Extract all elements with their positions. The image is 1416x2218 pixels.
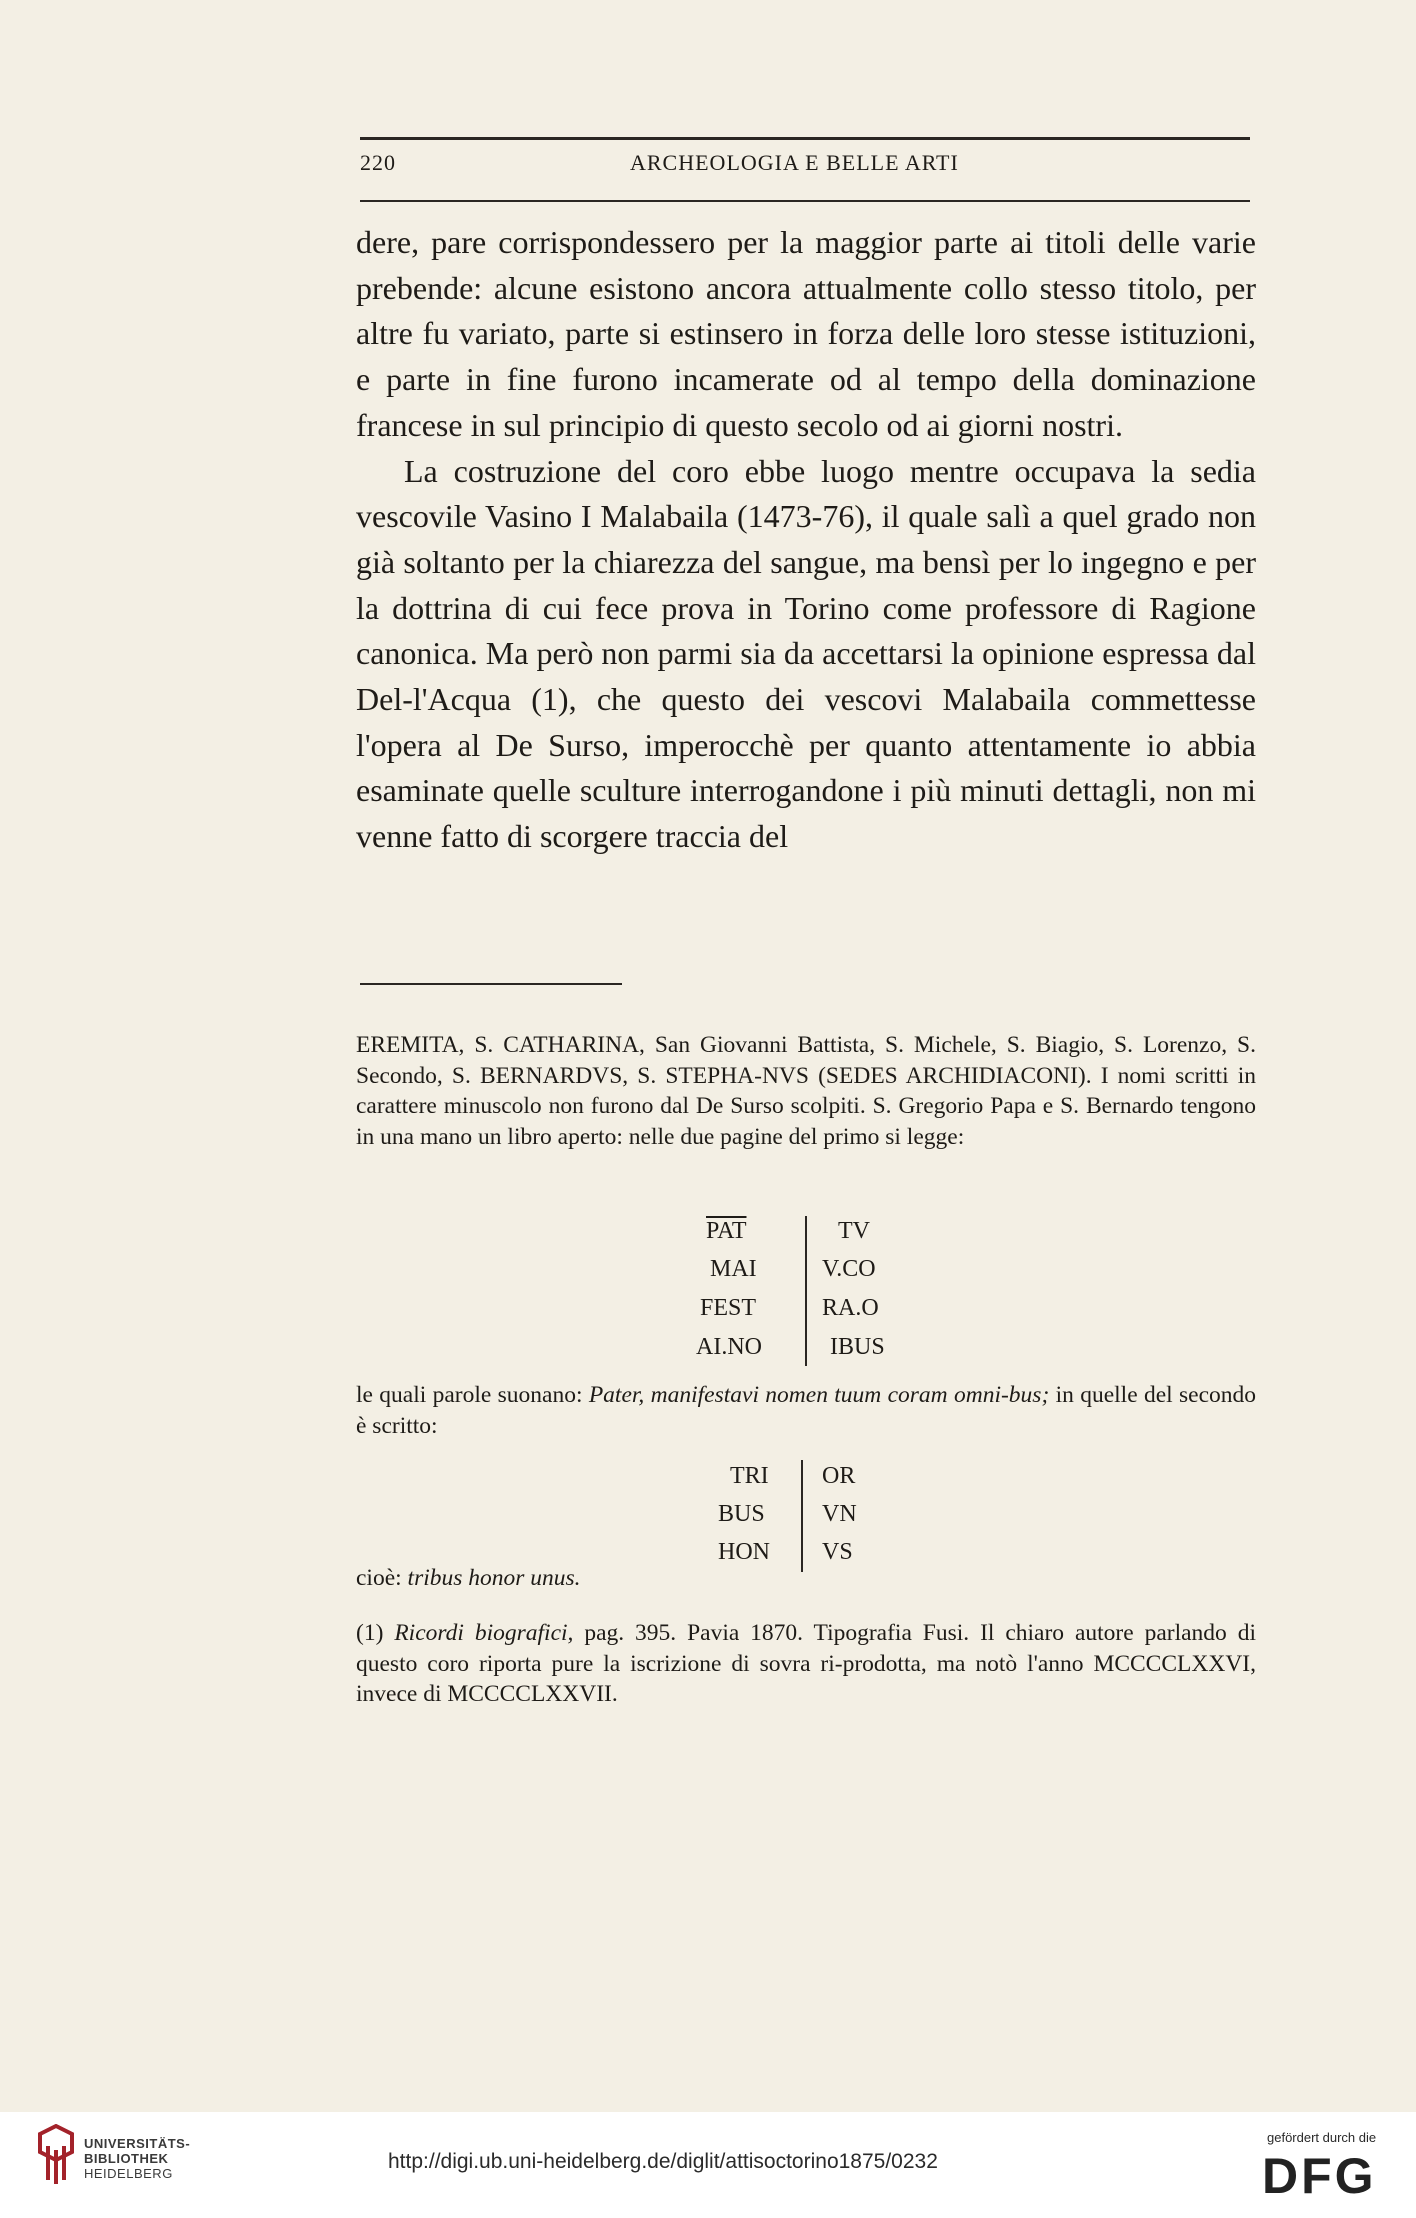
inscription-1-right-3: RA.O xyxy=(822,1295,879,1321)
header-bottom-rule xyxy=(360,200,1250,202)
note-continuation xyxy=(356,1030,1256,1152)
translation-1-italic: Pater, manifestavi nomen tuum coram omni-bus; xyxy=(588,1382,1050,1408)
translation-1-prefix: le quali parole suonano: xyxy=(356,1382,589,1408)
inscription-1-left-1: $\overline{PAT}$ xyxy=(706,1218,747,1244)
inscription-1-right-1: TV xyxy=(838,1218,870,1244)
inscription-1-right-2: V.CO xyxy=(822,1256,876,1282)
translation-2 xyxy=(356,1563,1256,1594)
translation-1-suffix: in quelle del secondo è scritto: xyxy=(356,1382,1256,1439)
paragraph-1: dere, pare corrispondessero per la maggior parte ai titoli delle varie prebende: alcune esistono ancora attualmente collo stesso titolo, per altre fu variato, parte si estinsero in forza delle loro stesse istituzioni, e parte in fine furono incamerate od al tempo della dominazione francese in sul principio di questo secolo od ai giorni nostri. xyxy=(356,224,1256,443)
library-name xyxy=(84,2136,190,2181)
inscription-1-right-4: IBUS xyxy=(830,1334,885,1360)
university-logo-icon xyxy=(34,2124,78,2191)
inscription-1-left-3: FEST xyxy=(700,1295,757,1321)
footnote-italic-title: Ricordi biografici, xyxy=(394,1620,574,1646)
inscription-2-left-1: TRI xyxy=(730,1463,769,1489)
footnote-1 xyxy=(356,1618,1256,1710)
translation-2-italic: tribus honor unus. xyxy=(407,1565,581,1591)
page-number: 220 xyxy=(360,150,396,175)
permalink-url[interactable]: http://digi.ub.uni-heidelberg.de/diglit/attisoctorino1875/0232 xyxy=(388,2150,938,2173)
paragraph-2: La costruzione del coro ebbe luogo mentre occupava la sedia vescovile Vasino I Malabaila (1473-76), il quale salì a quel grado non già soltanto per la chiarezza del sangue, ma bensì per lo ingegno e per la dottrina di cui fece prova in Torino come professore di Ragione canonica. Ma però non parmi sia da accettarsi la opinione espressa dal Del-l'Acqua (1), che questo dei vescovi Malabaila commettesse l'opera al De Surso, imperocchè per quanto attentamente io abbia esaminate quelle sculture interrogandone i più minuti dettagli, non mi venne fatto di scorgere traccia del xyxy=(356,452,1256,855)
footnote-marker: (1) xyxy=(356,1620,395,1646)
inscription-2-right-2: VN xyxy=(822,1501,857,1527)
translation-2-prefix: cioè: xyxy=(356,1565,408,1591)
funded-by-label: gefördert durch die xyxy=(1267,2130,1377,2145)
footnote-1-text xyxy=(356,1618,1256,1710)
footnote-separator xyxy=(360,983,622,985)
library-name-line-2: BIBLIOTHEK xyxy=(84,2151,169,2166)
note-continuation-text: EREMITA, S. CATHARINA, San Giovanni Battista, S. Michele, S. Biagio, S. Lorenzo, S. Secondo, S. BERNARDVS, S. STEPHA-NVS (SEDES ARCHIDIACONI). I nomi scritti in carattere minuscolo non furono dal De Surso scolpiti. S. Gregorio Papa e S. Bernardo tengono in una mano un libro aperto: nelle due pagine del primo si legge: xyxy=(356,1032,1256,1150)
inscription-2-right-1: OR xyxy=(822,1463,856,1489)
library-name-line-1: UNIVERSITÄTS- xyxy=(84,2136,191,2151)
translation-1 xyxy=(356,1380,1256,1441)
header-top-rule xyxy=(360,137,1250,140)
translation-1-text xyxy=(356,1380,1256,1441)
inscription-1-divider xyxy=(805,1216,807,1366)
main-text xyxy=(356,220,1256,860)
inscription-2-left-2: BUS xyxy=(718,1501,765,1527)
library-name-line-3: HEIDELBERG xyxy=(84,2166,173,2181)
translation-2-text xyxy=(356,1563,1256,1594)
inscription-2-right-3: VS xyxy=(822,1539,853,1565)
inscription-2-left-3: HON xyxy=(718,1539,770,1565)
inscription-1-left-2: MAI xyxy=(710,1256,757,1282)
dfg-logo: DFG xyxy=(1262,2148,1377,2204)
inscription-1-left-4: AI.NO xyxy=(696,1334,762,1360)
inscription-2-divider xyxy=(801,1460,803,1572)
footnote-body: pag. 395. Pavia 1870. Tipografia Fusi. Il chiaro autore parlando di questo coro riporta pure la iscrizione di sovra ri-prodotta, ma notò l'anno MCCCCLXXVI, invece di MCCCCLXXVII. xyxy=(356,1620,1256,1707)
running-title: ARCHEOLOGIA E BELLE ARTI xyxy=(630,150,959,175)
